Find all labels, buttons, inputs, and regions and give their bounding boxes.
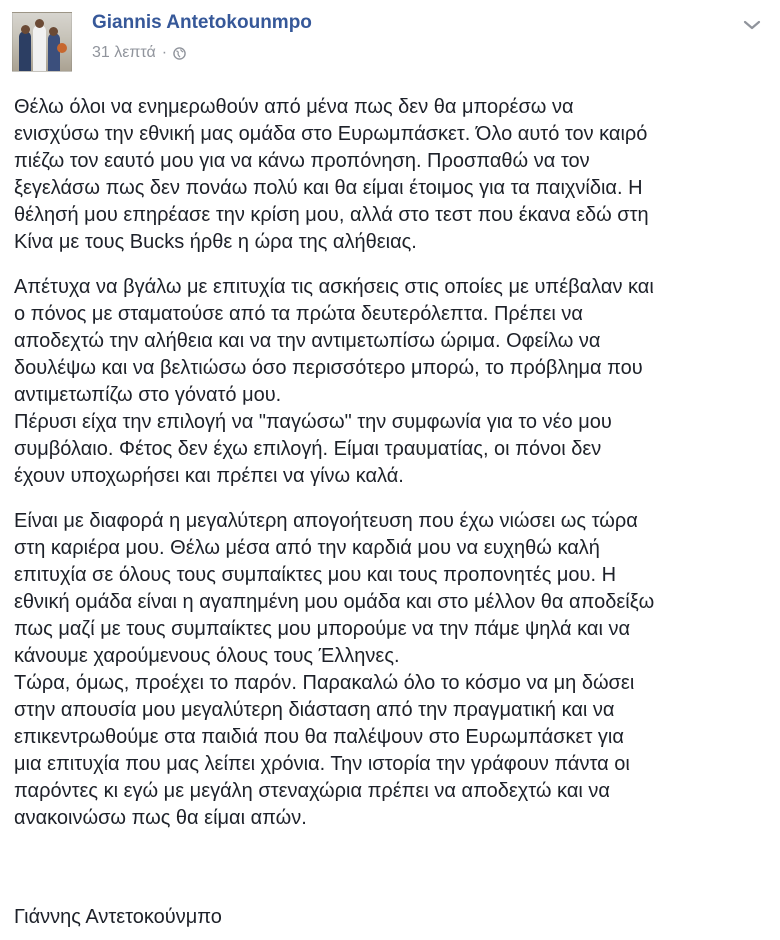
author-name-link[interactable]: Giannis Antetokounmpo bbox=[92, 12, 312, 33]
avatar-ball bbox=[57, 43, 67, 53]
text-line: επικεντρωθούμε στα παιδιά που θα παλέψουν στο Ευρωμπάσκετ για bbox=[14, 726, 624, 748]
text-line: Θέλω όλοι να ενημερωθούν από μένα πως δεν θα μπορέσω να bbox=[14, 96, 574, 118]
avatar[interactable] bbox=[12, 12, 72, 72]
text-line: ανακοινώσω πως θα είμαι απών. bbox=[14, 807, 307, 829]
text-line: ξεγελάσω πως δεν πονάω πολύ και θα είμαι έτοιμος για τα παιχνίδια. Η bbox=[14, 177, 643, 199]
avatar-figure bbox=[33, 25, 46, 71]
text-line: Είναι με διαφορά η μεγαλύτερη απογοήτευση που έχω νιώσει ως τώρα bbox=[14, 510, 638, 532]
text-line: συμβόλαιο. Φέτος δεν έχω επιλογή. Είμαι τραυματίας, οι πόνοι δεν bbox=[14, 438, 602, 460]
text-line: στη καριέρα μου. Θέλω μέσα από την καρδιά μου να ευχηθώ καλή bbox=[14, 537, 600, 559]
text-line: Πέρυσι είχα την επιλογή να "παγώσω" την συμφωνία για το νέο μου bbox=[14, 411, 612, 433]
text-line: θέλησή μου επηρέασε την κρίση μου, αλλά στο τεστ που έκανα εδώ στη bbox=[14, 204, 649, 226]
text-line: Τώρα, όμως, προέχει το παρόν. Παρακαλώ όλο το κόσμο να μη δώσει bbox=[14, 672, 635, 694]
text-line: πιέζω τον εαυτό μου για να κάνω προπόνηση. Προσπαθώ να τον bbox=[14, 150, 590, 172]
text-line: επιτυχία σε όλους τους συμπαίκτες μου και τους προπονητές μου. Η bbox=[14, 564, 617, 586]
text-line: Κίνα με τους Bucks ήρθε η ώρα της αλήθειας. bbox=[14, 231, 417, 253]
text-line: αποδεχτώ την αλήθεια και να την αντιμετωπίσω ώριμα. Οφείλω να bbox=[14, 330, 601, 352]
chevron-down-icon[interactable] bbox=[742, 18, 762, 32]
meta-separator: · bbox=[161, 44, 168, 61]
post-body bbox=[14, 94, 770, 850]
text-line: Απέτυχα να βγάλω με επιτυχία τις ασκήσεις στις οποίες με υπέβαλαν και bbox=[14, 276, 654, 298]
post-timestamp[interactable]: 31 λεπτά bbox=[92, 44, 156, 61]
text-line: παρόντες κι εγώ με μεγάλη στεναχώρια πρέπει να αποδεχτώ και να bbox=[14, 780, 610, 802]
avatar-figure-head bbox=[35, 19, 44, 28]
text-line: δουλέψω και να βελτιώσω όσο περισσότερο μπορώ, το πρόβλημα που bbox=[14, 357, 643, 379]
post-meta bbox=[92, 44, 186, 62]
avatar-figure-head bbox=[49, 27, 58, 36]
text-line: μια επιτυχία που μας λείπει χρόνια. Την ιστορία την γράφουν πάντα οι bbox=[14, 753, 630, 775]
avatar-figure-head bbox=[21, 25, 30, 34]
text-line: έχουν υποχωρήσει και πρέπει να γίνω καλά. bbox=[14, 465, 404, 487]
post-paragraph bbox=[14, 94, 770, 256]
text-line: στην απουσία μου μεγαλύτερη διάσταση από την πραγματική και να bbox=[14, 699, 615, 721]
post-paragraph bbox=[14, 274, 770, 490]
text-line: πως μαζί με τους συμπαίκτες μου μπορούμε να την πάμε ψηλά και να bbox=[14, 618, 631, 640]
text-line: αντιμετωπίζω στο γόνατό μου. bbox=[14, 384, 282, 406]
avatar-figure bbox=[19, 31, 31, 71]
text-line: ο πόνος με σταματούσε από τα πρώτα δευτερόλεπτα. Πρέπει να bbox=[14, 303, 583, 325]
text-line: εθνική ομάδα είναι η αγαπημένη μου ομάδα και στο μέλλον θα αποδείξω bbox=[14, 591, 655, 613]
post-signature: Γιάννης Αντετοκούνμπο bbox=[14, 906, 222, 928]
text-line: ενισχύσω την εθνική μας ομάδα στο Ευρωμπάσκετ. Όλο αυτό τον καιρό bbox=[14, 123, 648, 145]
post-paragraph bbox=[14, 508, 770, 832]
text-line: κάνουμε χαρούμενους όλους τους Έλληνες. bbox=[14, 645, 400, 667]
globe-icon[interactable] bbox=[173, 47, 186, 60]
post-header bbox=[12, 8, 768, 72]
